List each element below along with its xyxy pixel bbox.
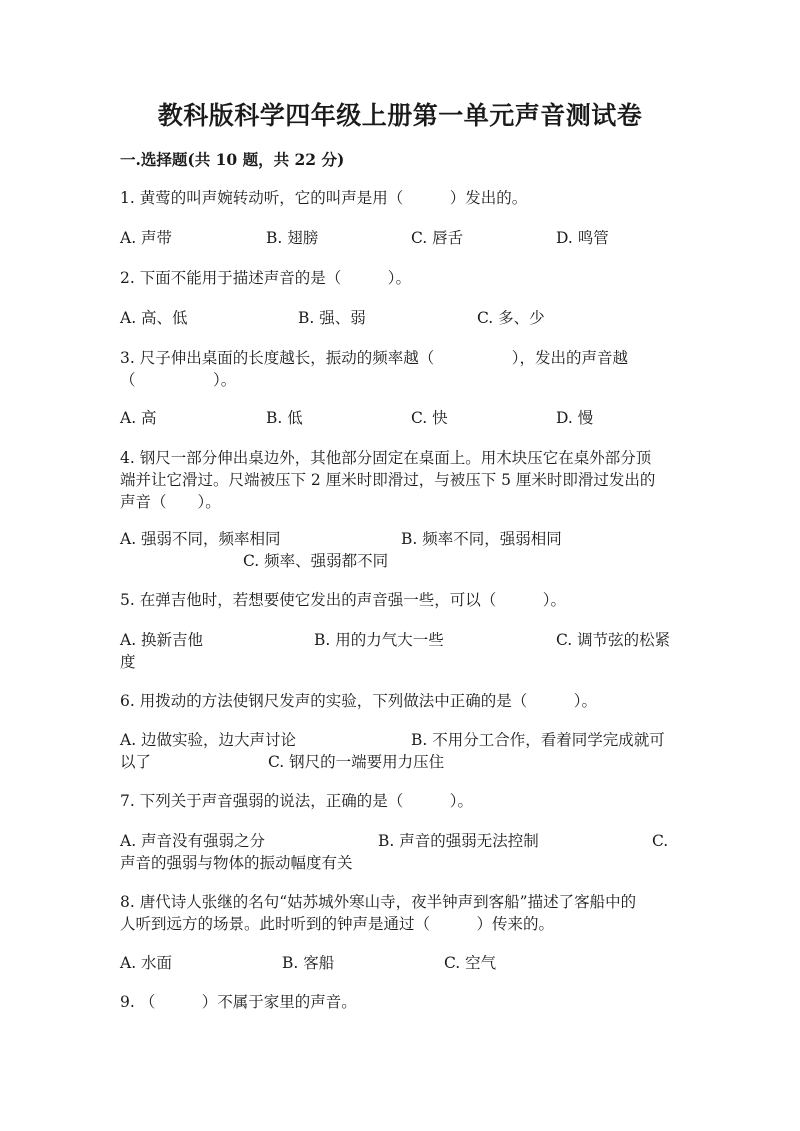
question-5-option-c[interactable]: C. 调节弦的松紧 [556,631,671,649]
question-5-option-c-tail: 度 [120,653,136,671]
question-1-option-c[interactable]: C. 唇舌 [411,229,464,247]
question-2-option-b[interactable]: B. 强、弱 [298,309,366,327]
question-5-stem: 5. 在弹吉他时，若想要使它发出的声音强一些，可以（ ）。 [120,591,566,609]
question-4-option-c[interactable]: C. 频率、强弱都不同 [243,552,389,570]
question-3-option-c[interactable]: C. 快 [411,409,448,427]
question-8-stem-line-1: 8. 唐代诗人张继的名句“姑苏城外寒山寺，夜半钟声到客船”描述了客船中的 [120,893,637,911]
question-9-stem: 9. （ ）不属于家里的声音。 [120,993,357,1011]
question-1-stem: 1. 黄莺的叫声婉转动听，它的叫声是用（ ）发出的。 [120,189,528,207]
question-1-option-d[interactable]: D. 鸣管 [556,229,609,247]
section-heading: 一.选择题(共 10 题，共 22 分) [120,150,345,169]
question-2-option-a[interactable]: A. 高、低 [120,309,188,327]
question-3-option-b[interactable]: B. 低 [266,409,303,427]
question-3-stem-line-2: （ ）。 [120,371,237,389]
question-3-option-d[interactable]: D. 慢 [556,409,594,427]
question-7-option-c-tail: 声音的强弱与物体的振动幅度有关 [120,854,353,872]
question-7-option-c[interactable]: C. [652,832,669,850]
question-3-stem-line-1: 3. 尺子伸出桌面的长度越长，振动的频率越（ ），发出的声音越 [120,349,628,367]
question-4-stem-line-3: 声音（ ）。 [120,493,221,511]
question-6-option-a[interactable]: A. 边做实验，边大声讨论 [120,731,297,749]
question-2-stem: 2. 下面不能用于描述声音的是（ ）。 [120,269,411,287]
question-2-option-c[interactable]: C. 多、少 [477,309,545,327]
question-6-option-b[interactable]: B. 不用分工合作，看着同学完成就可 [411,731,665,749]
question-8-option-b[interactable]: B. 客船 [282,954,335,972]
question-4-option-b[interactable]: B. 频率不同，强弱相同 [401,530,562,548]
question-8-stem-line-2: 人听到远方的场景。此时听到的钟声是通过（ ）传来的。 [120,915,555,933]
question-8-option-c[interactable]: C. 空气 [444,954,497,972]
question-7-option-b[interactable]: B. 声音的强弱无法控制 [378,832,539,850]
question-6-option-c[interactable]: C. 钢尺的一端要用力压住 [268,753,445,771]
question-3-option-a[interactable]: A. 高 [120,409,157,427]
page-title: 教科版科学四年级上册第一单元声音测试卷 [157,101,643,130]
question-4-option-a[interactable]: A. 强弱不同，频率相同 [120,530,281,548]
question-1-option-a[interactable]: A. 声带 [120,229,173,247]
question-5-option-b[interactable]: B. 用的力气大一些 [314,631,444,649]
question-8-option-a[interactable]: A. 水面 [120,954,173,972]
question-4-stem-line-2: 端并让它滑过。尺端被压下 2 厘米时即滑过，与被压下 5 厘米时即滑过发出的 [120,471,656,489]
question-5-option-a[interactable]: A. 换新吉他 [120,631,204,649]
question-1-option-b[interactable]: B. 翅膀 [266,229,319,247]
question-6-stem: 6. 用拨动的方法使钢尺发声的实验，下列做法中正确的是（ ）。 [120,692,597,710]
question-7-stem: 7. 下列关于声音强弱的说法，正确的是（ ）。 [120,792,473,810]
question-4-stem-line-1: 4. 钢尺一部分伸出桌边外，其他部分固定在桌面上。用木块压它在桌外部分顶 [120,449,652,467]
question-7-option-a[interactable]: A. 声音没有强弱之分 [120,832,266,850]
question-6-option-b-tail: 以了 [120,753,152,771]
